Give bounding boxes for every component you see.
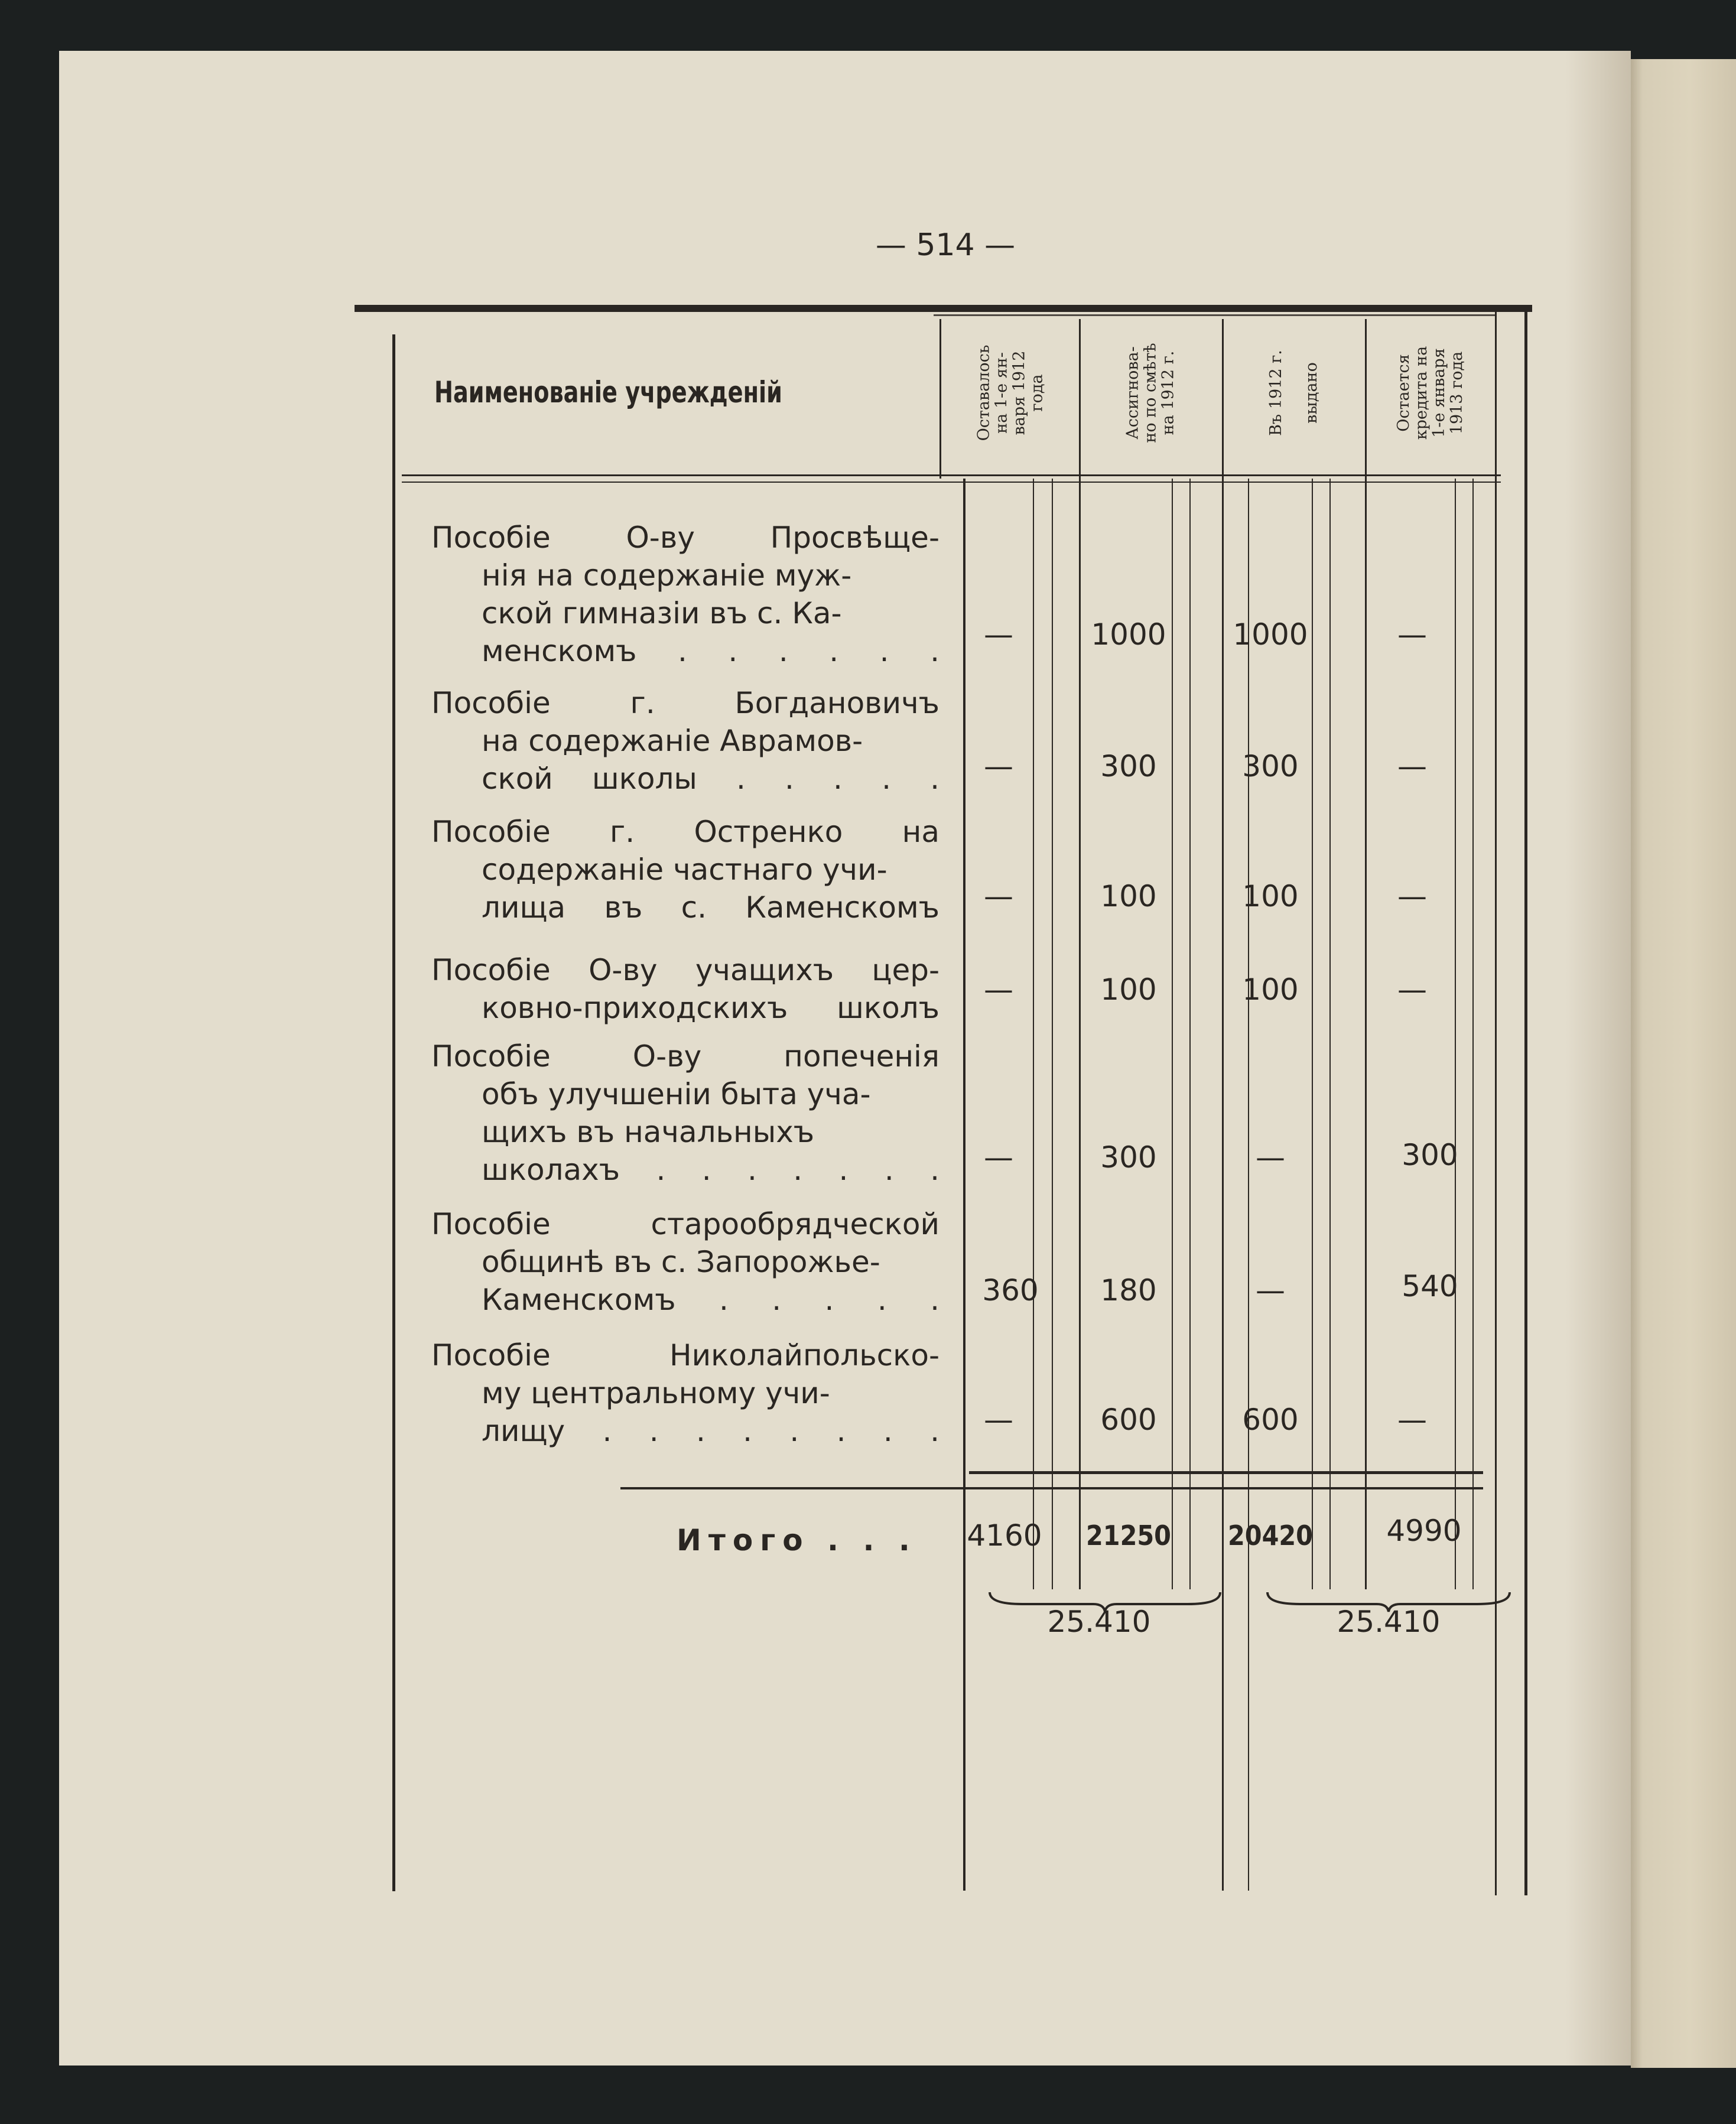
total-rule-right — [969, 1471, 1483, 1474]
table-row: Пособіе О-ву Просвѣще- нія на содержаніе муж- ской гимназіи въ с. Ка- менскомъ . . . . . . — [431, 521, 939, 668]
col-sep-3b — [1248, 479, 1249, 1891]
right-border — [1495, 312, 1497, 1895]
total-remaining-1912: 4160 — [967, 1518, 1042, 1553]
col-header-issued-1912: Въ 1912 г. выдано — [1266, 350, 1321, 436]
header-separator — [402, 474, 1501, 476]
cell-remaining-1913: — — [1397, 749, 1427, 783]
header-separator-2 — [402, 482, 1501, 483]
table-top-rule — [355, 305, 1532, 312]
col-sep-1-body — [963, 479, 965, 1891]
cell-assigned-1912: 300 — [1100, 1140, 1157, 1175]
sum-right: 25.410 — [1337, 1605, 1441, 1639]
cell-remaining-1912: 360 — [982, 1273, 1039, 1307]
cell-issued-1912: 300 — [1242, 749, 1299, 783]
cell-issued-1912: — — [1256, 1273, 1285, 1307]
total-assigned-1912: 21250 — [1086, 1520, 1171, 1551]
sum-left: 25.410 — [1047, 1605, 1151, 1639]
total-rule — [620, 1487, 1483, 1489]
col-sep-1b — [1052, 479, 1053, 1589]
table-row: Пособіе Николайпольско- му центральному учи- лищу . . . . . . . . — [431, 1338, 939, 1448]
col-header-remaining-1913: Остается кредита на 1-е января 1913 года — [1394, 346, 1466, 440]
cell-issued-1912: 600 — [1242, 1403, 1299, 1437]
cell-assigned-1912: 100 — [1100, 879, 1157, 913]
cell-remaining-1913: 300 — [1402, 1138, 1458, 1172]
cell-remaining-1912: — — [984, 879, 1013, 913]
col-sep-2 — [1079, 319, 1081, 1589]
table-row: Пособіе г. Остренко на содержаніе частнаго учи- лища въ с. Каменскомъ — [431, 815, 939, 925]
table-row: Пособіе старообрядческой общинѣ въ с. Запорожье- Каменскомъ . . . . . — [431, 1207, 939, 1317]
cell-remaining-1913: — — [1397, 972, 1427, 1007]
total-issued-1912: 20420 — [1228, 1520, 1313, 1551]
col-sep-2b — [1189, 479, 1191, 1589]
table-row: Пособіе О-ву попеченія объ улучшеніи быта уча- щихъ въ начальныхъ школахъ . . . . . . . — [431, 1039, 939, 1187]
left-border — [392, 334, 395, 1891]
total-label: Итого . . . — [677, 1523, 917, 1557]
cell-remaining-1913: — — [1397, 617, 1427, 652]
name-column-header: Наименованіе учрежденій — [434, 375, 782, 409]
cell-assigned-1912: 1000 — [1091, 617, 1166, 652]
total-remaining-1913: 4990 — [1386, 1514, 1462, 1548]
cell-remaining-1913: — — [1397, 1403, 1427, 1437]
cell-issued-1912: 1000 — [1233, 617, 1308, 652]
cell-remaining-1912: — — [984, 972, 1013, 1007]
table-top-rule-thin — [934, 314, 1495, 316]
page-number: — 514 — — [875, 227, 1016, 263]
cell-assigned-1912: 100 — [1100, 972, 1157, 1007]
page-spine-shadow — [1566, 51, 1631, 2066]
cell-issued-1912: 100 — [1242, 879, 1299, 913]
cell-remaining-1912: — — [984, 617, 1013, 652]
cell-issued-1912: — — [1256, 1140, 1285, 1175]
cell-assigned-1912: 180 — [1100, 1273, 1157, 1307]
cell-remaining-1912: — — [984, 1140, 1013, 1175]
cell-remaining-1912: — — [984, 1403, 1013, 1437]
col-header-assigned-1912: Ассигнова- но по смѣтѣ на 1912 г. — [1123, 343, 1178, 443]
col-sep-3 — [1222, 319, 1224, 1891]
col-sep-3d — [1329, 479, 1331, 1589]
col-sep-4b — [1472, 479, 1474, 1589]
table-row: Пособіе О-ву учащихъ цер- ковно-приходскихъ школъ — [431, 953, 939, 1025]
cell-remaining-1912: — — [984, 749, 1013, 783]
col-sep-4 — [1365, 319, 1367, 1589]
right-border-2 — [1524, 312, 1527, 1895]
table-row: Пособіе г. Богдановичъ на содержаніе Аврамов- ской школы . . . . . — [431, 686, 939, 796]
col-sep-1 — [939, 319, 941, 479]
facing-page-edge — [1631, 59, 1736, 2068]
cell-remaining-1913: — — [1397, 879, 1427, 913]
cell-assigned-1912: 600 — [1100, 1403, 1157, 1437]
col-header-remaining-1912: Оставалось на 1-е ян- варя 1912 года — [974, 344, 1046, 441]
cell-issued-1912: 100 — [1242, 972, 1299, 1007]
cell-remaining-1913: 540 — [1402, 1269, 1458, 1303]
cell-assigned-1912: 300 — [1100, 749, 1157, 783]
